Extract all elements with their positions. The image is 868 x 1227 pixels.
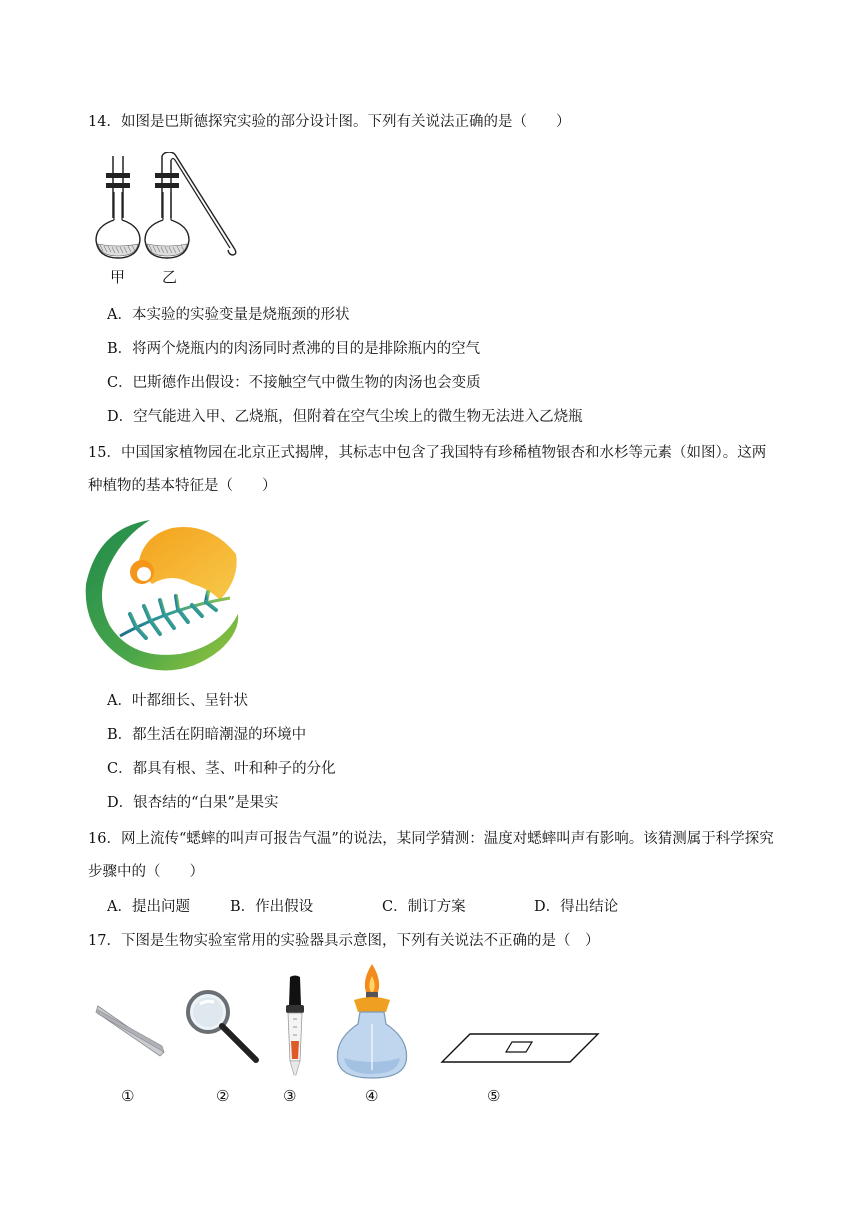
slide-icon xyxy=(440,1030,602,1066)
q14-option-c: C．巴斯德作出假设：不接触空气中微生物的肉汤也会变质 xyxy=(107,375,481,391)
q15-option-a: A．叶都细长、呈针状 xyxy=(107,693,248,709)
flask-jia-icon xyxy=(96,156,140,258)
figure-label-1: ① xyxy=(121,1087,135,1105)
q16-option-c: C．制订方案 xyxy=(382,899,466,915)
figure-label-3: ③ xyxy=(283,1087,297,1105)
q16-stem-line2: 步骤中的（ ） xyxy=(88,864,204,880)
q14-option-d: D．空气能进入甲、乙烧瓶，但附着在空气尘埃上的微生物无法进入乙烧瓶 xyxy=(107,409,583,425)
figure-label-yi: 乙 xyxy=(162,268,178,286)
tweezers-icon xyxy=(94,1000,168,1060)
figure-label-5: ⑤ xyxy=(487,1087,501,1105)
q16-option-a: A．提出问题 xyxy=(107,899,190,915)
flask-yi-icon xyxy=(145,152,236,258)
q16-option-d: D．得出结论 xyxy=(534,899,619,915)
q15-option-b: B．都生活在阴暗潮湿的环境中 xyxy=(107,727,307,743)
q16-stem-line1: 16．网上流传“蟋蟀的叫声可报告气温”的说法，某同学猜测：温度对蟋蟀叫声有影响。该猜测属于科学探究 xyxy=(88,831,774,847)
figure-label-2: ② xyxy=(216,1087,230,1105)
q15-stem-line1: 15．中国国家植物园在北京正式揭牌，其标志中包含了我国特有珍稀植物银杏和水杉等元素（如图）。这两 xyxy=(88,445,767,461)
botanical-garden-logo xyxy=(80,514,244,674)
q15-option-d: D．银杏结的“白果”是果实 xyxy=(107,795,279,811)
dropper-icon xyxy=(280,975,310,1079)
q14-stem: 14．如图是巴斯德探究实验的部分设计图。下列有关说法正确的是（ ） xyxy=(88,114,571,130)
magnifier-icon xyxy=(184,988,264,1066)
figure-label-jia: 甲 xyxy=(110,268,126,286)
q15-stem-line2: 种植物的基本特征是（ ） xyxy=(88,478,277,494)
q16-option-b: B．作出假设 xyxy=(230,899,314,915)
figure-label-4: ④ xyxy=(365,1087,379,1105)
q14-option-a: A．本实验的实验变量是烧瓶颈的形状 xyxy=(107,307,350,323)
pasteur-flasks-figure xyxy=(92,152,252,264)
q15-option-c: C．都具有根、茎、叶和种子的分化 xyxy=(107,761,336,777)
alcohol-lamp-icon xyxy=(330,962,414,1082)
q14-option-b: B．将两个烧瓶内的肉汤同时煮沸的目的是排除瓶内的空气 xyxy=(107,341,481,357)
q17-stem: 17．下图是生物实验室常用的实验器具示意图，下列有关说法不正确的是（ ） xyxy=(88,933,600,949)
